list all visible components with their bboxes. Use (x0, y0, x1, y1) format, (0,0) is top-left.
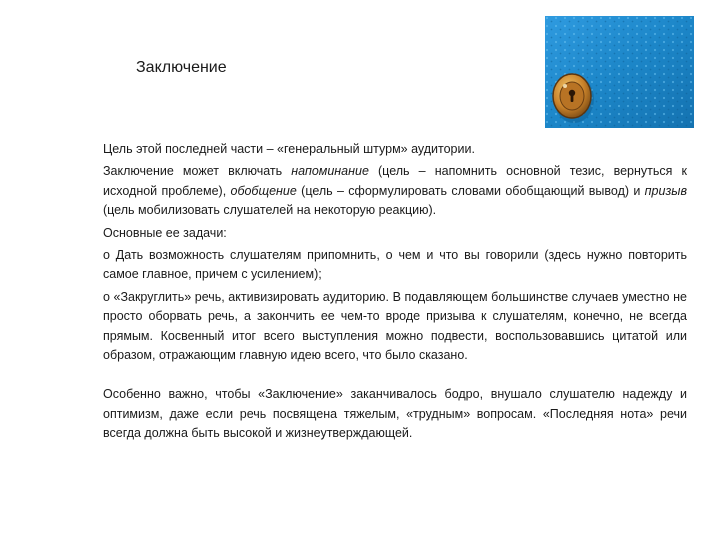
paragraph-goal: Цель этой последней части – «генеральный штурм» аудитории. (103, 142, 475, 156)
slide-body (103, 140, 687, 447)
text-part: (цель мобилизовать слушателей на некоторую реакцию). (103, 203, 437, 218)
paragraph-conclusion-parts (103, 162, 687, 220)
bullet-item-round-off: o «Закруглить» речь, активизировать аудиторию. В подавляющем большинстве случаев уместно не просто оборвать речь, а закончить ее чем-то вроде призыва к слушателям, конечно, не всегда прямым. Косвенный итог всего выступления можно подвести, воспользовавшись цитатой или образом, отражающим главную идею всего, что было сказано. (103, 289, 687, 363)
paragraph-tasks-heading: Основные ее задачи: (103, 225, 227, 240)
text-part: (цель – сформулировать словами обобщающий вывод) и (296, 183, 645, 198)
term-call: призыв (644, 183, 687, 198)
keyhole-on-blue-door-image (545, 16, 694, 128)
text-part: (цель – напомнить основной тезис, вернуться к исходной проблеме), (103, 164, 687, 198)
text-part: Заключение может включать (103, 164, 292, 179)
term-generalization: обобщение (230, 183, 297, 198)
bullet-item-recall: o Дать возможность слушателям припомнить, о чем и что вы говорили (здесь нужно повторить самое главное, причем с усилением); (103, 248, 687, 282)
term-reminder: напоминание (291, 164, 369, 179)
slide-title: Заключение (136, 59, 227, 76)
paragraph-final-note: Особенно важно, чтобы «Заключение» заканчивалось бодро, внушало слушателю надежду и оптимизм, даже если речь посвящена тяжелым, «трудным» вопросам. «Последняя нота» речи всегда должна быть высокой и жизнеутверждающей. (103, 387, 687, 441)
